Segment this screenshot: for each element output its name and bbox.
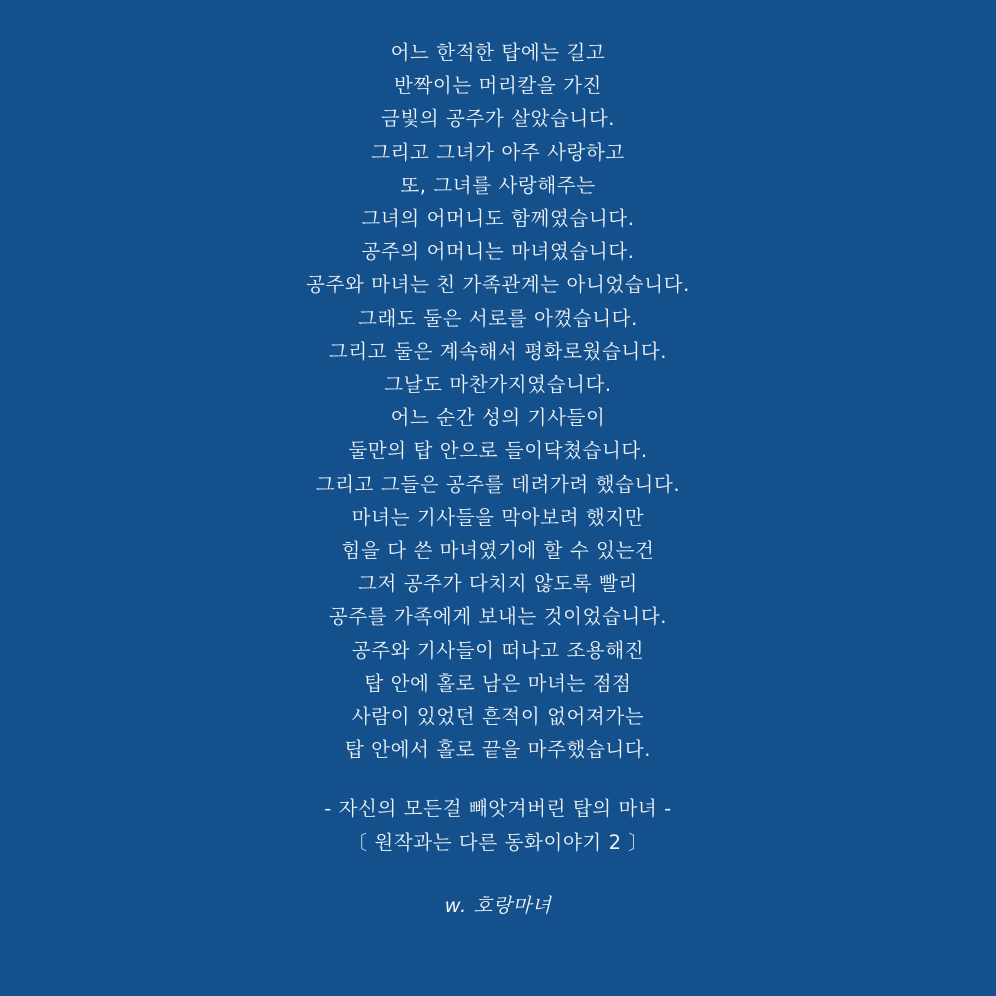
poem-line: 그리고 둘은 계속해서 평화로웠습니다. <box>328 339 668 363</box>
poem-line: 그날도 마찬가지였습니다. <box>384 373 612 397</box>
poem-line: 그리고 그들은 공주를 데려가려 했습니다. <box>315 472 681 496</box>
signature-block <box>40 792 956 922</box>
poem-line: 그래도 둘은 서로를 아꼈습니다. <box>358 306 638 330</box>
poem-line: 금빛의 공주가 살았습니다. <box>380 107 616 131</box>
poem-line: 공주와 마녀는 친 가족관계는 아니었습니다. <box>306 273 690 297</box>
poem-series: 〔 원작과는 다른 동화이야기 2 〕 <box>347 830 649 854</box>
poem-line: 힘을 다 쓴 마녀였기에 할 수 있는건 <box>341 539 655 563</box>
poem-line: 공주와 기사들이 떠나고 조용해진 <box>351 638 645 662</box>
poem-line: 마녀는 기사들을 막아보려 했지만 <box>351 505 645 529</box>
poem-line: 반짝이는 머리칼을 가진 <box>394 74 602 98</box>
poem-line: 공주의 어머니는 마녀였습니다. <box>361 240 635 264</box>
poem-line: 탑 안에서 홀로 끝을 마주했습니다. <box>344 738 652 762</box>
poem-line: 어느 순간 성의 기사들이 <box>390 406 606 430</box>
poem-line: 또, 그녀를 사랑해주는 <box>400 173 596 197</box>
poem-line: 탑 안에 홀로 남은 마녀는 점점 <box>364 671 632 695</box>
poem-line: 그녀의 어머니도 함께였습니다. <box>361 207 635 231</box>
poem-line: 그저 공주가 다치지 않도록 빨리 <box>358 572 638 596</box>
poem-line: 공주를 가족에게 보내는 것이었습니다. <box>328 605 668 629</box>
poem-line: 둘만의 탑 안으로 들이닥쳤습니다. <box>348 439 648 463</box>
poem-body <box>40 36 956 766</box>
poem-line: 어느 한적한 탑에는 길고 <box>390 41 606 64</box>
poem-title: - 자신의 모든걸 빼앗겨버린 탑의 마녀 - <box>324 797 672 821</box>
poem-line: 그리고 그녀가 아주 사랑하고 <box>371 140 625 164</box>
poem-line: 사람이 있었던 흔적이 없어져가는 <box>351 705 645 729</box>
author-credit: w. 호랑마녀 <box>444 893 552 917</box>
